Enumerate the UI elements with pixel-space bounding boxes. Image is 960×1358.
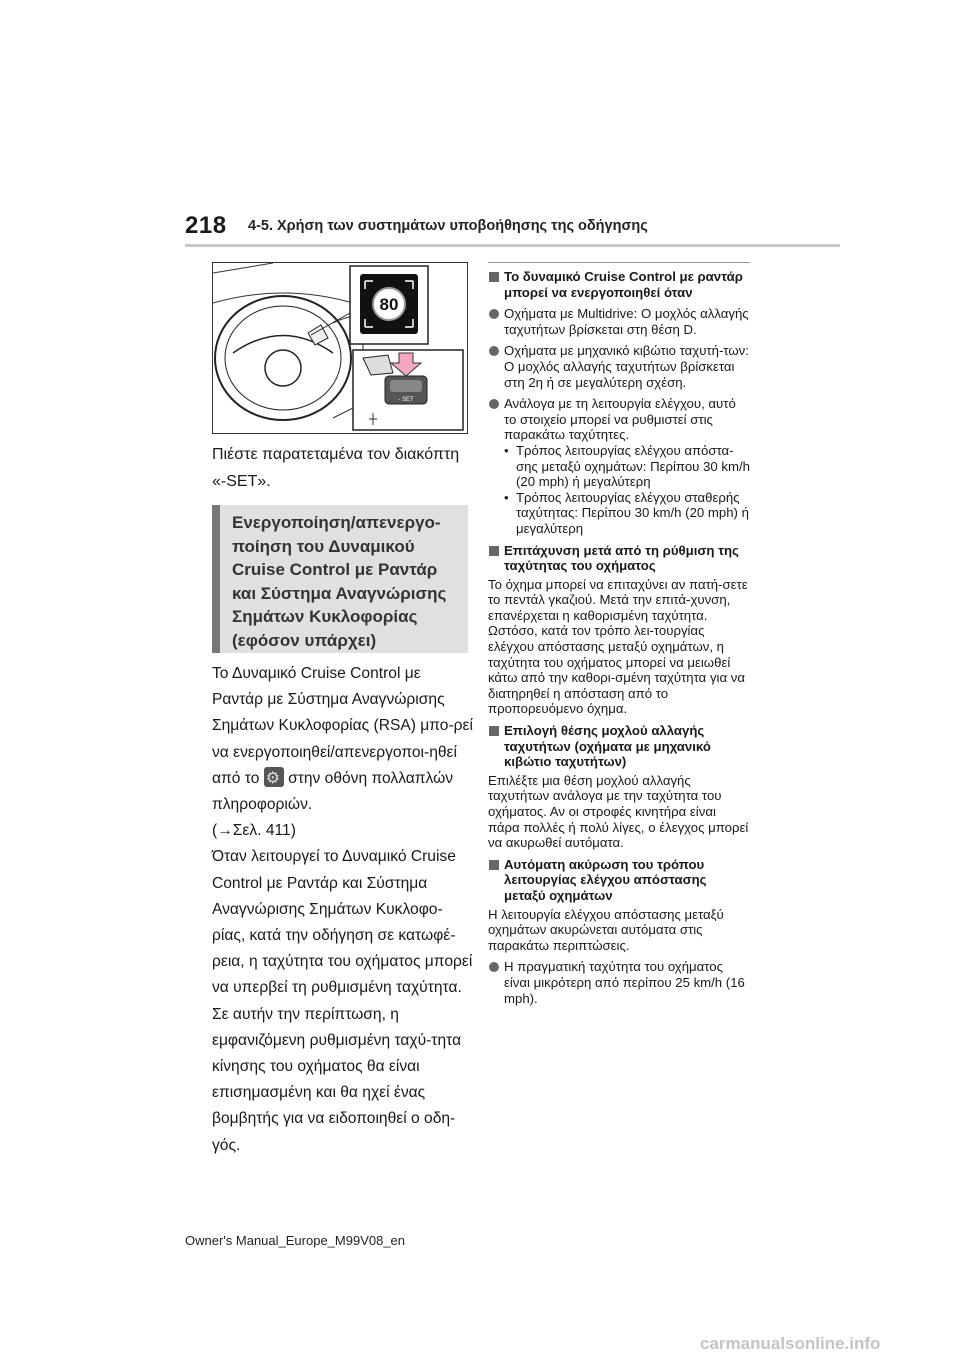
paragraph: Η λειτουργία ελέγχου απόστασης μεταξύ οχημάτων ακυρώνεται αυτόματα στις παρακάτω περιπτώσεις. [488, 906, 724, 953]
settings-gear-icon [264, 767, 284, 787]
paragraph: Το Δυναμικό Cruise Control με Ραντάρ με Σύστημα Αναγνώρισης Σημάτων Κυκλοφορίας (RSA) μπο-ρεί να ενεργοποιηθεί/απενεργοποι-ηθεί από το ⚙ στην οθόνη πολλαπλών πληροφοριών. [212, 661, 474, 818]
paragraph: Επιλέξτε μια θέση μοχλού αλλαγής ταχυτήτων ανάλογα με την ταχύτητα του οχήματος. Αν οι στροφές κινητήρα είναι πάρα πολλές ή πολύ λίγες, ο έλεγχος μπορεί να ακυρωθεί αυτόματα. [488, 772, 749, 851]
right-column [488, 262, 750, 1006]
heading-accent-bar [212, 505, 220, 653]
bullet-item: Οχήματα με Multidrive: Ο μοχλός αλλαγής ταχυτήτων βρίσκεται στη θέση D. [488, 306, 750, 337]
section-title: 4-5. Χρήση των συστημάτων υποβοήθησης της οδήγησης [248, 218, 648, 234]
subheading: Αυτόματη ακύρωση του τρόπου λειτουργίας ελέγχου απόστασης μεταξύ οχημάτων [488, 857, 750, 904]
left-body-text [212, 661, 474, 1159]
paragraph: Το όχημα μπορεί να επιταχύνει αν πατή-σετε το πεντάλ γκαζιού. Μετά την επιτά-χυνση, επανέρχεται η καθορισμένη ταχύτητα. Ωστόσο, κατά τον τρόπο λει-τουργίας ελέγχου απόστασης μεταξύ οχημάτων, η ταχύτητα του οχήματος μπορεί να μειωθεί κάτω από την καθορι-σμένη ταχύτητα για να διατηρηθεί η απόσταση από το προπορευόμενο όχημα. [488, 576, 748, 717]
bullet-item: Ανάλογα με τη λειτουργία ελέγχου, αυτό το στοιχείο μπορεί να ρυθμιστεί στις παρακάτω ταχύτητες. [488, 396, 750, 443]
paragraph: Όταν λειτουργεί το Δυναμικό Cruise Control με Ραντάρ και Σύστημα Αναγνώρισης Σημάτων Κυκλοφο-ρίας, κατά την οδήγηση σε κατωφέ-ρεια, η ταχύτητα του οχήματος μπορεί να υπερβεί τη ρυθμισμένη ταχύτητα. Σε αυτήν την περίπτωση, η εμφανιζόμενη ρυθμισμένη ταχύ-τητα κίνησης του οχήματος θα είναι επισημασμένη και θα ηχεί ένας βομβητής για να ειδοποιηθεί ο οδη-γός. [212, 848, 473, 1154]
section-heading: Ενεργοποίηση/απενεργο-ποίηση του Δυναμικού Cruise Control με Ραντάρ και Σύστημα Αναγνώρισης Σημάτων Κυκλοφορίας (εφόσον υπάρχει) [232, 513, 447, 650]
figure-caption: Πιέστε παρατεταμένα τον διακόπτη «-SET». [212, 446, 460, 490]
subheading: Το δυναμικό Cruise Control με ραντάρ μπορεί να ενεργοποιηθεί όταν [488, 269, 750, 300]
watermark: carmanualsonline.info [700, 1334, 881, 1353]
bullet-item: Οχήματα με μηχανικό κιβώτιο ταχυτή-των: Ο μοχλός αλλαγής ταχυτήτων βρίσκεται στη 2η ή σε μεγαλύτερη σχέση. [488, 343, 750, 390]
illustration-svg [213, 263, 467, 433]
column-divider [488, 262, 750, 263]
steering-wheel-illustration [212, 262, 468, 434]
page-number: 218 [185, 212, 227, 239]
dot-item: • Τρόπος λειτουργίας ελέγχου σταθερής ταχύτητας: Περίπου 30 km/h (20 mph) ή μεγαλύτερη [488, 490, 750, 537]
set-switch-label: - SET [398, 397, 414, 403]
subheading: Επιλογή θέσης μοχλού αλλαγής ταχυτήτων (οχήματα με μηχανικό κιβώτιο ταχυτήτων) [488, 723, 750, 770]
header-divider [185, 244, 840, 247]
speed-sign-value: 80 [379, 295, 399, 314]
page-reference: (→Σελ. 411) [212, 822, 296, 840]
dot-item: • Τρόπος λειτουργίας ελέγχου απόστα-σης μεταξύ οχημάτων: Περίπου 30 km/h (20 mph) ή μεγαλύτερη [488, 443, 750, 490]
page-header [0, 0, 960, 250]
bullet-item: Η πραγματική ταχύτητα του οχήματος είναι μικρότερη από περίπου 25 km/h (16 mph). [488, 959, 750, 1006]
page-footer: Owner's Manual_Europe_M99V08_en [185, 1233, 406, 1248]
section-heading-box [212, 505, 468, 653]
steering-hub [265, 350, 301, 386]
subheading: Επιτάχυνση μετά από τη ρύθμιση της ταχύτητας του οχήματος [488, 543, 750, 574]
steering-wheel-rim [215, 296, 351, 420]
